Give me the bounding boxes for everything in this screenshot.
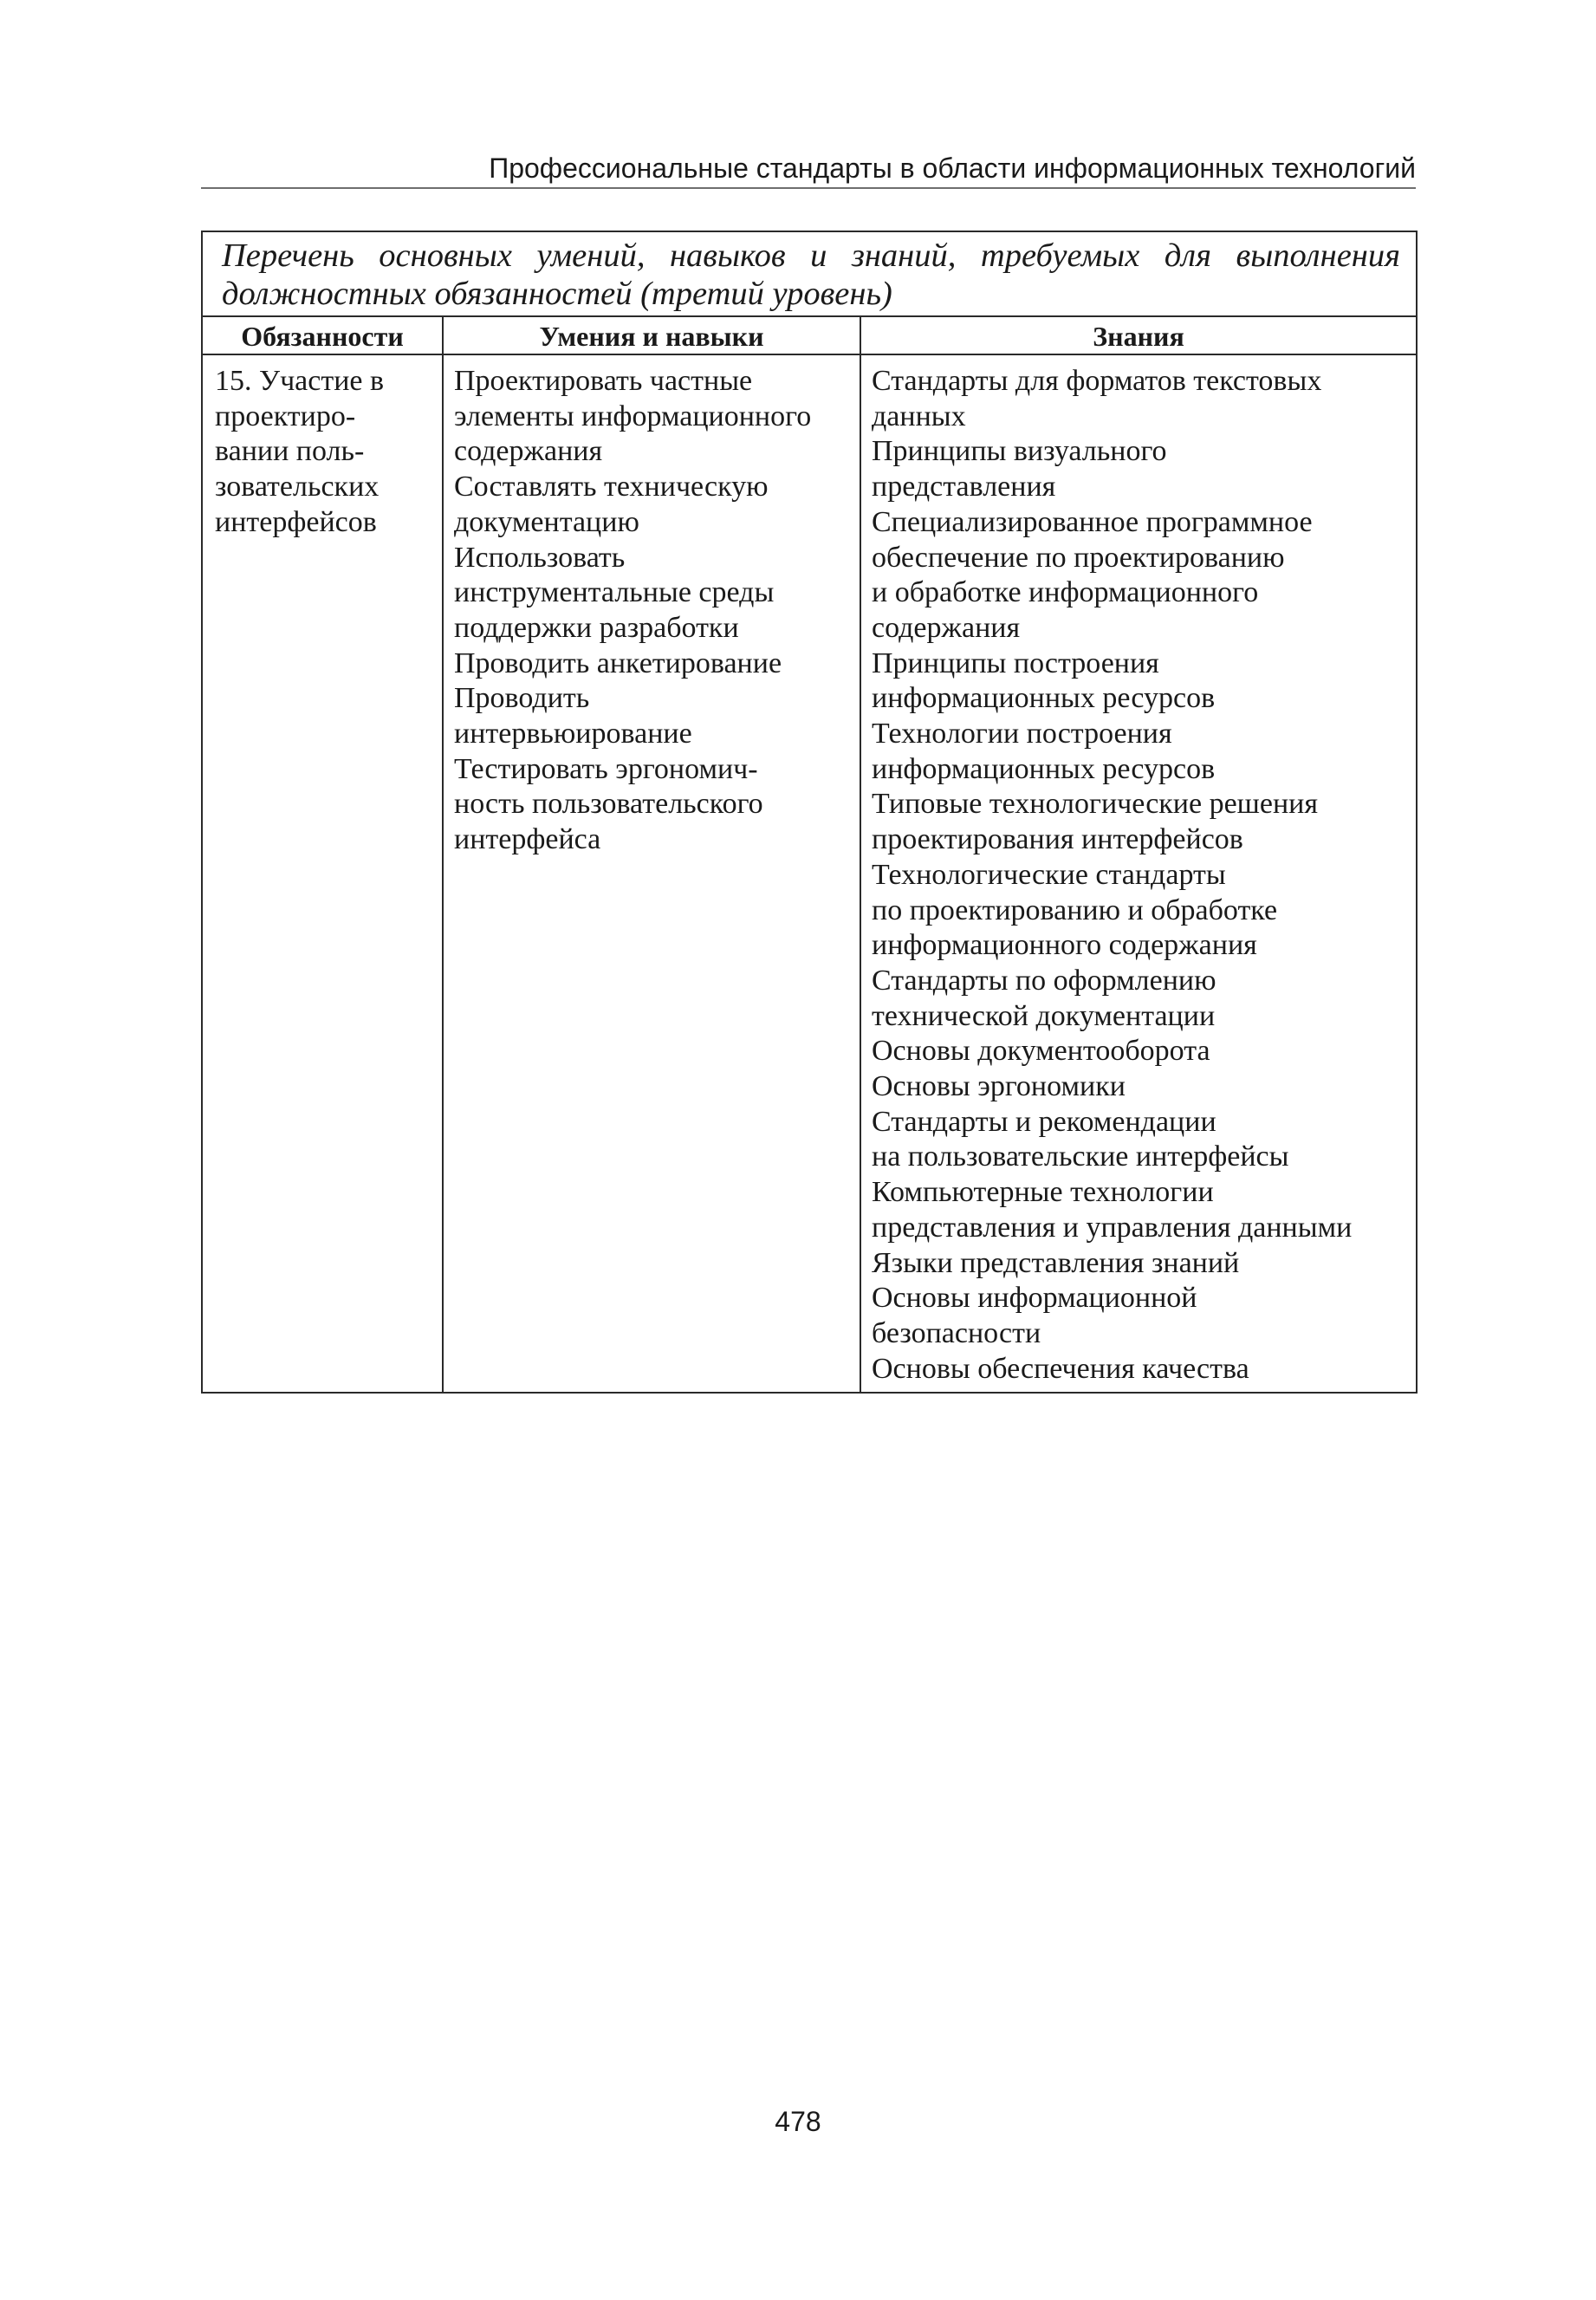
knowledge-line: Принципы визуального	[872, 435, 1167, 468]
column-header-skills: Умения и навыки	[443, 316, 860, 354]
duties-line: проектиро-	[215, 400, 356, 432]
knowledge-line: Компьютерные технологии	[872, 1176, 1214, 1209]
knowledge-line: Стандарты и рекомендации	[872, 1105, 1216, 1138]
skills-line: Проводить	[454, 682, 590, 715]
skills-table-container	[201, 231, 1416, 1394]
knowledge-line: проектирования интерфейсов	[872, 823, 1243, 856]
skills-line: поддержки разработки	[454, 611, 739, 644]
knowledge-line: Основы эргономики	[872, 1070, 1126, 1103]
skills-line: Проводить анкетирование	[454, 646, 782, 679]
knowledge-line: технической документации	[872, 999, 1216, 1032]
column-header-knowledge: Знания	[860, 316, 1417, 354]
knowledge-line: Принципы построения	[872, 646, 1159, 679]
knowledge-line: информационного содержания	[872, 929, 1257, 962]
knowledge-line: и обработке информационного	[872, 576, 1259, 609]
skills-cell	[443, 354, 860, 1393]
skills-line: интерфейса	[454, 823, 601, 856]
table-caption: Перечень основных умений, навыков и знаний, требуемых для выполнения должностных обязанностей (третий уровень)	[202, 231, 1417, 316]
knowledge-line: представления	[872, 471, 1056, 504]
knowledge-line: представления и управления данными	[872, 1211, 1353, 1244]
knowledge-line: Технологии построения	[872, 718, 1172, 750]
table-row	[202, 354, 1417, 1393]
knowledge-line: по проектированию и обработке	[872, 893, 1278, 926]
knowledge-line: Языки представления знаний	[872, 1246, 1240, 1279]
knowledge-line: Типовые технологические решения	[872, 788, 1318, 821]
skills-line: Проектировать частные	[454, 365, 753, 397]
skills-line: Тестировать эргономич-	[454, 752, 758, 785]
header-rule	[201, 187, 1416, 189]
knowledge-line: на пользовательские интерфейсы	[872, 1140, 1289, 1173]
knowledge-line: Стандарты для форматов текстовых	[872, 365, 1322, 397]
running-head: Профессиональные стандарты в области информационных технологий	[489, 153, 1416, 184]
page-number: 478	[775, 2106, 821, 2137]
table-caption-row	[202, 231, 1417, 316]
knowledge-line: данных	[872, 400, 966, 432]
skills-table	[201, 231, 1418, 1394]
knowledge-cell	[860, 354, 1417, 1393]
skills-line: Использовать	[454, 541, 626, 574]
skills-line: содержания	[454, 435, 603, 468]
skills-line: интервьюирование	[454, 718, 692, 750]
duties-cell	[202, 354, 443, 1393]
duties-line: 15. Участие в	[215, 365, 385, 397]
knowledge-line: Специализированное программное	[872, 505, 1313, 538]
knowledge-line: Технологические стандарты	[872, 858, 1226, 891]
skills-line: инструментальные среды	[454, 576, 775, 609]
duties-line: интерфейсов	[215, 505, 377, 538]
skills-line: ность пользовательского	[454, 788, 763, 821]
knowledge-line: безопасности	[872, 1316, 1041, 1349]
duties-line: зовательских	[215, 471, 380, 504]
knowledge-line: информационных ресурсов	[872, 752, 1216, 785]
knowledge-line: информационных ресурсов	[872, 682, 1216, 715]
duties-line: вании поль-	[215, 435, 365, 468]
skills-line: документацию	[454, 505, 639, 538]
skills-line: элементы информационного	[454, 400, 812, 432]
knowledge-line: содержания	[872, 611, 1021, 644]
knowledge-line: Стандарты по оформлению	[872, 964, 1216, 997]
column-header-duties: Обязанности	[202, 316, 443, 354]
knowledge-line: Основы информационной	[872, 1282, 1197, 1315]
knowledge-line: обеспечение по проектированию	[872, 541, 1285, 574]
knowledge-line: Основы документооборота	[872, 1035, 1210, 1068]
skills-line: Составлять техническую	[454, 471, 769, 504]
table-header-row	[202, 316, 1417, 354]
knowledge-line: Основы обеспечения качества	[872, 1352, 1249, 1385]
